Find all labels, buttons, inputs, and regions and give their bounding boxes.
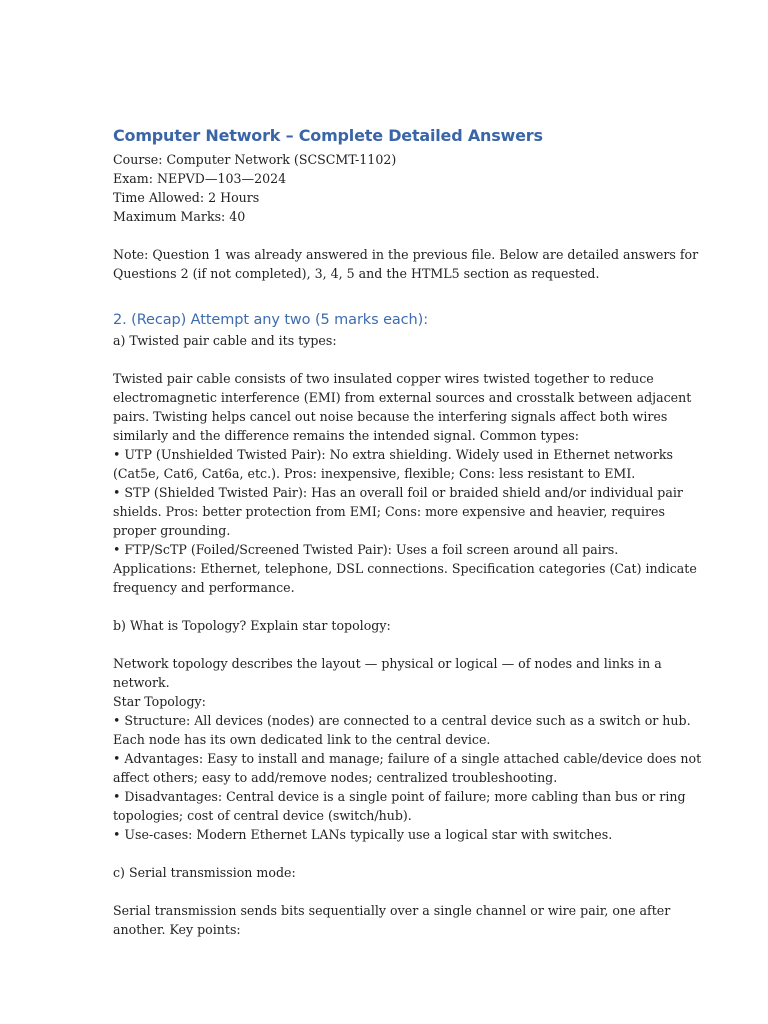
answer-c-body (113, 901, 671, 939)
answer-a-line: • FTP/ScTP (Foiled/Screened Twisted Pair): Uses a foil screen around all pairs. (113, 542, 619, 557)
meta-time: Time Allowed: 2 Hours (113, 190, 260, 205)
answer-b-line: Network topology describes the layout — physical or logical — of nodes and links in a (113, 656, 662, 671)
meta-marks: Maximum Marks: 40 (113, 209, 246, 224)
answer-a-line: proper grounding. (113, 523, 231, 538)
answer-c-line: another. Key points: (113, 922, 241, 937)
answer-b-line: • Structure: All devices (nodes) are connected to a central device such as a switch or hub. (113, 713, 691, 728)
answer-a-line: electromagnetic interference (EMI) from external sources and crosstalk between adjacent (113, 390, 692, 405)
section-2-heading: 2. (Recap) Attempt any two (5 marks each): (113, 312, 428, 328)
answer-b-line: Star Topology: (113, 694, 206, 709)
question-b-title: b) What is Topology? Explain star topology: (113, 618, 391, 633)
answer-b-line: • Use-cases: Modern Ethernet LANs typically use a logical star with switches. (113, 827, 613, 842)
answer-b-line: Each node has its own dedicated link to the central device. (113, 732, 491, 747)
answer-c-line: Serial transmission sends bits sequentially over a single channel or wire pair, one after (113, 903, 671, 918)
answer-a-line: frequency and performance. (113, 580, 295, 595)
meta-exam: Exam: NEPVD—103—2024 (113, 171, 287, 186)
answer-a-line: • UTP (Unshielded Twisted Pair): No extra shielding. Widely used in Ethernet networks (113, 447, 673, 462)
answer-b-line: network. (113, 675, 170, 690)
document-title: Computer Network – Complete Detailed Answers (113, 126, 543, 145)
answer-a-line: (Cat5e, Cat6, Cat6a, etc.). Pros: inexpensive, flexible; Cons: less resistant to EMI. (113, 466, 636, 481)
answer-a-line: shields. Pros: better protection from EMI; Cons: more expensive and heavier, requires (113, 504, 665, 519)
document-body (113, 125, 702, 939)
answer-b-line: • Disadvantages: Central device is a single point of failure; more cabling than bus or ring (113, 789, 686, 804)
note-paragraph (113, 245, 699, 283)
answer-a-line: pairs. Twisting helps cancel out noise because the interfering signals affect both wires (113, 409, 668, 424)
answer-a-body (113, 369, 697, 597)
answer-a-line: • STP (Shielded Twisted Pair): Has an overall foil or braided shield and/or individual pair (113, 485, 683, 500)
meta-course: Course: Computer Network (SCSCMT-1102) (113, 152, 397, 167)
exam-meta (113, 150, 658, 226)
answer-a-line: Twisted pair cable consists of two insulated copper wires twisted together to reduce (113, 371, 654, 386)
answer-b-line: • Advantages: Easy to install and manage; failure of a single attached cable/device does not (113, 751, 702, 766)
answer-a-line: similarly and the difference remains the intended signal. Common types: (113, 428, 579, 443)
answer-b-line: affect others; easy to add/remove nodes; centralized troubleshooting. (113, 770, 558, 785)
note-line: Questions 2 (if not completed), 3, 4, 5 and the HTML5 section as requested. (113, 266, 600, 281)
note-line: Note: Question 1 was already answered in the previous file. Below are detailed answers for (113, 247, 699, 262)
question-c-title: c) Serial transmission mode: (113, 865, 296, 880)
answer-b-body (113, 654, 702, 844)
answer-a-line: Applications: Ethernet, telephone, DSL connections. Specification categories (Cat) indicate (113, 561, 697, 576)
question-a-title: a) Twisted pair cable and its types: (113, 333, 337, 348)
answer-b-line: topologies; cost of central device (switch/hub). (113, 808, 412, 823)
